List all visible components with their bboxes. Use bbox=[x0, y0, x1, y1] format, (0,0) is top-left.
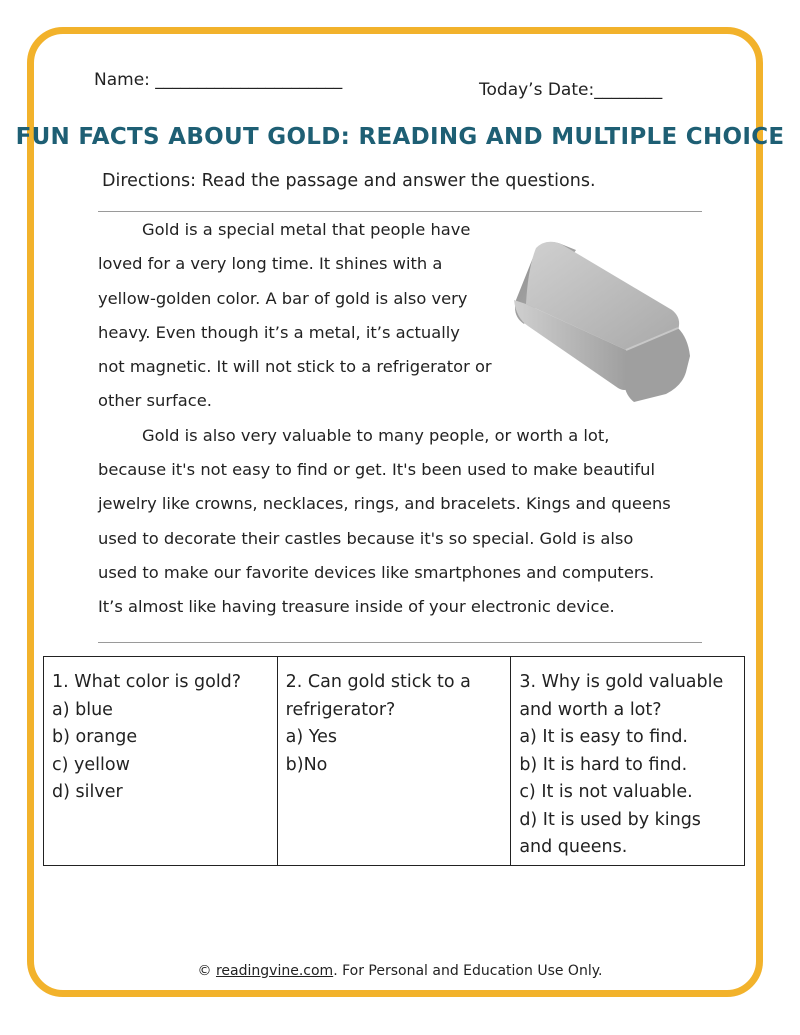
question-2-cell bbox=[277, 657, 511, 866]
passage-line: other surface. bbox=[98, 391, 212, 411]
question-2-text: 2. Can gold stick to a bbox=[285, 672, 471, 692]
footer-link[interactable]: readingvine.com bbox=[215, 963, 334, 979]
question-3-text: 3. Why is gold valuable bbox=[519, 672, 724, 692]
footer-copyright bbox=[0, 963, 800, 979]
answer-option: d) It is used by kings bbox=[519, 809, 701, 830]
passage-line: used to decorate their castles because it's so special. Gold is also bbox=[98, 528, 634, 548]
answer-option: b)No bbox=[285, 754, 328, 775]
answer-option: c) yellow bbox=[52, 754, 130, 775]
passage-line: Gold is also very valuable to many people, or worth a lot, bbox=[142, 425, 610, 445]
answer-option: a) blue bbox=[52, 699, 113, 720]
footer-text: . For Personal and Education Use Only. bbox=[333, 963, 603, 979]
question-3-cell bbox=[511, 657, 745, 866]
passage-line: not magnetic. It will not stick to a refrigerator or bbox=[98, 357, 492, 377]
answer-option: a) Yes bbox=[285, 727, 338, 747]
questions-table bbox=[43, 656, 745, 866]
passage-line: loved for a very long time. It shines with a bbox=[98, 254, 443, 274]
worksheet-title: FUN FACTS ABOUT GOLD: READING AND MULTIPLE CHOICE bbox=[15, 124, 785, 150]
answer-option: d) silver bbox=[52, 782, 123, 802]
question-2-text: refrigerator? bbox=[285, 699, 396, 720]
passage-line: jewelry like crowns, necklaces, rings, and bracelets. Kings and queens bbox=[98, 494, 671, 514]
question-3-text: and worth a lot? bbox=[519, 699, 662, 720]
passage-line: It’s almost like having treasure inside of your electronic device. bbox=[98, 597, 615, 617]
answer-option: b) orange bbox=[52, 727, 138, 747]
date-field-label: Today’s Date:________ bbox=[479, 80, 663, 100]
top-divider bbox=[98, 211, 702, 212]
question-1-text: 1. What color is gold? bbox=[52, 672, 242, 692]
passage-line: heavy. Even though it’s a metal, it’s actually bbox=[98, 322, 460, 342]
answer-option: c) It is not valuable. bbox=[519, 782, 693, 802]
bottom-divider bbox=[98, 642, 702, 643]
answer-option: b) It is hard to find. bbox=[519, 754, 688, 775]
answer-option: a) It is easy to find. bbox=[519, 727, 688, 747]
metal-bar-icon bbox=[506, 238, 698, 408]
question-1-cell bbox=[44, 657, 278, 866]
passage-line: yellow-golden color. A bar of gold is also very bbox=[98, 288, 468, 308]
name-field-label: Name: ______________________ bbox=[94, 70, 343, 90]
passage-line: used to make our favorite devices like smartphones and computers. bbox=[98, 562, 655, 582]
passage-line: because it's not easy to find or get. It's been used to make beautiful bbox=[98, 460, 655, 480]
copyright-symbol: © bbox=[197, 963, 216, 979]
directions-text: Directions: Read the passage and answer the questions. bbox=[102, 171, 596, 191]
passage-line: Gold is a special metal that people have bbox=[142, 220, 471, 239]
passage-paragraph-2 bbox=[98, 419, 708, 625]
answer-option: and queens. bbox=[519, 837, 628, 857]
